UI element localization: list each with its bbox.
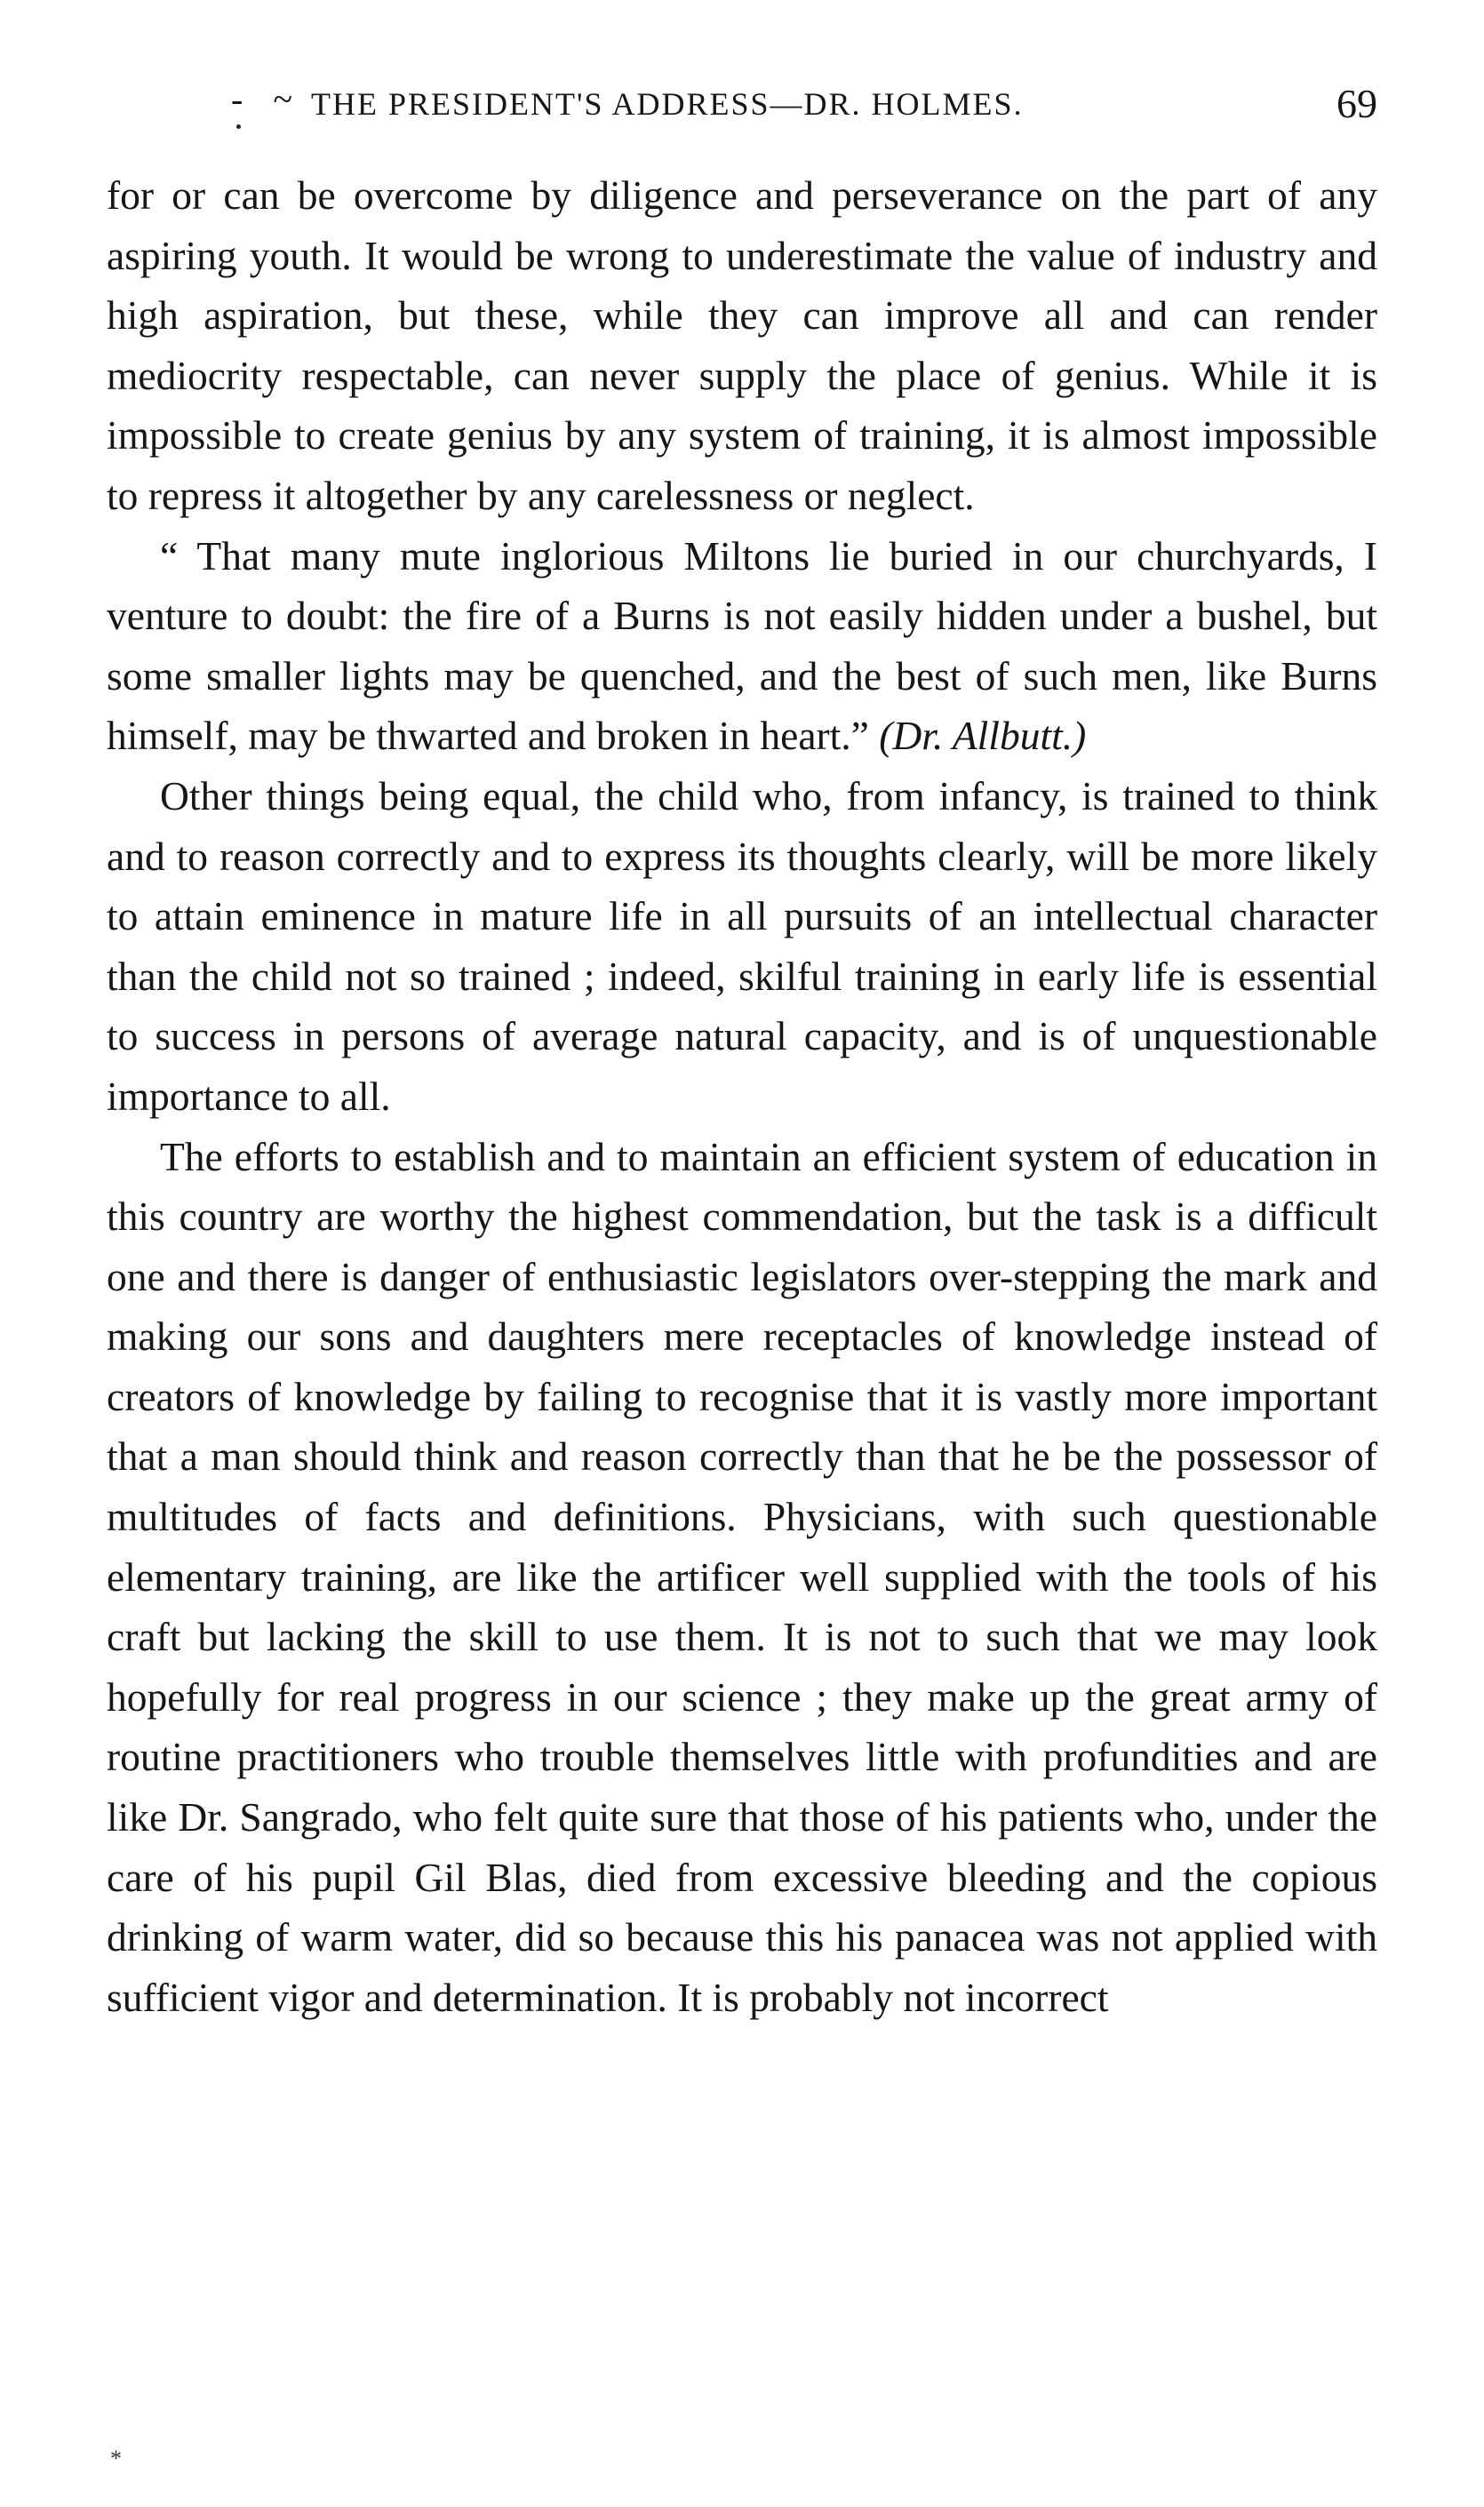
header-title: THE PRESIDENT'S ADDRESS—DR. HOLMES. bbox=[311, 86, 1024, 122]
paragraph-quotation bbox=[107, 526, 1377, 766]
paragraph-text: Other things being equal, the child who, from infancy, is trained to think and to reason correctly and to express its thoughts clearly, will be more likely to attain eminence in mature life in all pursuits of an intellectual character than the child not so trained ; indeed, skilful training in early life is essential to success in persons of average natural capacity, and is of unquestionable importance to all. bbox=[107, 772, 1377, 1119]
paragraph-education bbox=[107, 1127, 1377, 2028]
page-number: 69 bbox=[1336, 81, 1377, 126]
paragraph-training bbox=[107, 766, 1377, 1127]
paragraph-text: The efforts to establish and to maintain an efficient system of education in this country are worthy the highest commendation, but the task is a difficult one and there is danger of enthusiastic legislators over-stepping the mark and making our sons and daughters mere receptacles of knowledge instead of creators of knowledge by failing to recognise that it is vastly more important that a man should think and reason correctly than that he be the possessor of multitudes of facts and definitions. Physicians, with such questionable elementary training, are like the artificer well supplied with the tools of his craft but lacking the skill to use them. It is not to such that we may look hopefully for real progress in our science ; they make up the great army of routine practitioners who trouble themselves little with profundities and are like Dr. Sangrado, who felt quite sure that those of his patients who, under the care of his pupil Gil Blas, died from excessive bleeding and the copious drinking of warm water, did so because this his panacea was not applied with sufficient vigor and determination. It is probably not incorrect bbox=[107, 1133, 1377, 2020]
ink-speck bbox=[236, 124, 241, 129]
footer-mark: * bbox=[110, 2446, 122, 2471]
running-head bbox=[107, 78, 1377, 132]
paragraph-text: for or can be overcome by diligence and perseverance on the part of any aspiring youth. It would be wrong to underestimate the value of industry and high aspiration, but these, while they can improve all and can render mediocrity respectable, can never supply the place of genius. While it is impossible to create genius by any system of training, it is almost impossible to repress it altogether by any carelessness or neglect. bbox=[107, 172, 1377, 518]
body-text bbox=[107, 165, 1377, 2027]
quotation-text: “ That many mute inglorious Miltons lie buried in our churchyards, I venture to doubt: the fire of a Burns is not easily hidden under a bushel, but some smaller lights may be quenched, and the best of such men, like Burns himself, may be thwarted and broken in heart.” bbox=[107, 532, 1377, 759]
paragraph-continuation bbox=[107, 165, 1377, 526]
header-marks: - ~ bbox=[231, 79, 303, 119]
quotation-citation: (Dr. Allbutt.) bbox=[879, 713, 1087, 759]
